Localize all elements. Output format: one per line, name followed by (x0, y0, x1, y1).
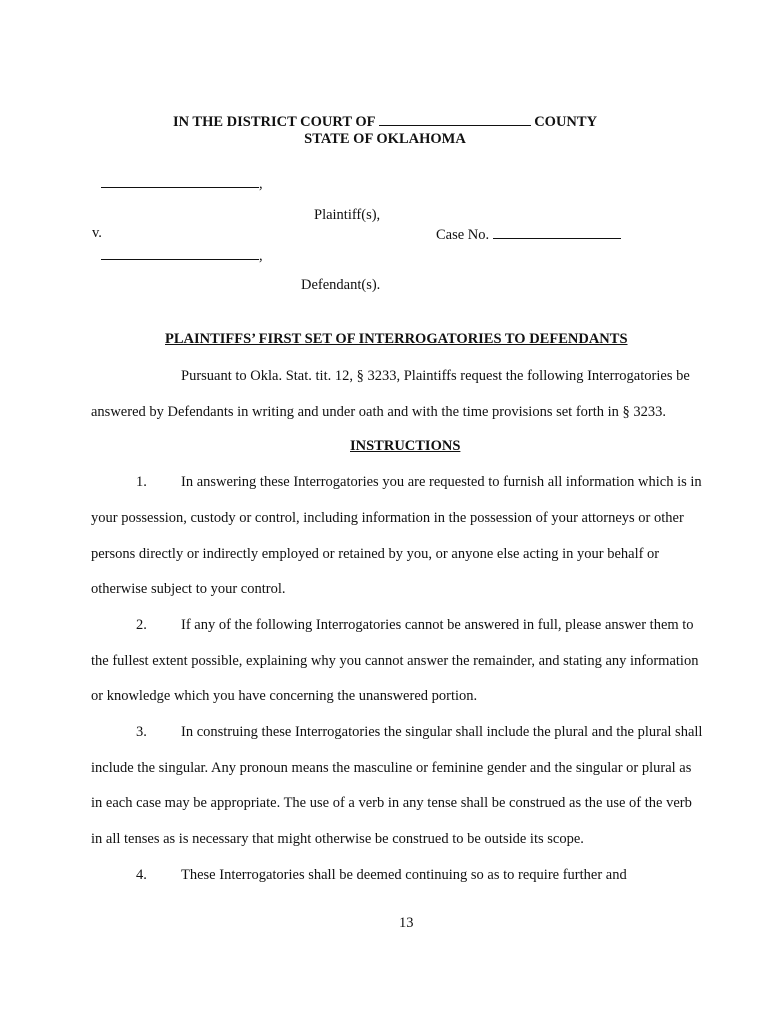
item-number: 2. (136, 617, 147, 633)
item-first-line: In construing these Interrogatories the singular shall include the plural and the plural shall (181, 724, 703, 740)
item-line: include the singular. Any pronoun means the masculine or feminine gender and the singular or plural as (91, 760, 692, 776)
plaintiff-blank (101, 173, 259, 188)
defendant-name-line (101, 245, 263, 265)
intro-line-2: answered by Defendants in writing and under oath and with the time provisions set forth in § 3233. (91, 404, 667, 420)
item-number: 4. (136, 867, 147, 883)
instructions-heading: INSTRUCTIONS (350, 438, 461, 454)
state-heading: STATE OF OKLAHOMA (304, 131, 466, 147)
defendant-label: Defendant(s). (301, 277, 381, 293)
page-number: 13 (399, 915, 414, 931)
case-no-label: Case No. (436, 227, 490, 243)
intro-line-1: Pursuant to Okla. Stat. tit. 12, § 3233, Plaintiffs request the following Interrogatories be (181, 368, 690, 384)
defendant-blank (101, 245, 259, 260)
item-line: otherwise subject to your control. (91, 581, 286, 597)
item-first-line: If any of the following Interrogatories cannot be answered in full, please answer them to (181, 617, 694, 633)
plaintiff-label: Plaintiff(s), (314, 207, 381, 223)
item-number: 3. (136, 724, 147, 740)
court-heading (0, 111, 770, 131)
item-line: or knowledge which you have concerning the unanswered portion. (91, 688, 478, 704)
item-first-line: In answering these Interrogatories you are requested to furnish all information which is in (181, 474, 702, 490)
item-line: in all tenses as is necessary that might otherwise be construed to be outside its scope. (91, 831, 584, 847)
court-prefix: IN THE DISTRICT COURT OF (172, 114, 375, 130)
plaintiff-name-line (101, 173, 263, 193)
document-title: PLAINTIFFS’ FIRST SET OF INTERROGATORIES TO DEFENDANTS (165, 331, 628, 347)
county-blank (379, 111, 531, 126)
item-line: persons directly or indirectly employed or retained by you, or anyone else acting in your behalf or (91, 546, 660, 562)
item-number: 1. (136, 474, 147, 490)
item-first-line: These Interrogatories shall be deemed continuing so as to require further and (181, 867, 627, 883)
plaintiff-comma: , (259, 176, 263, 192)
item-line: in each case may be appropriate. The use of a verb in any tense shall be construed as the use of the verb (91, 795, 692, 811)
item-line: your possession, custody or control, including information in the possession of your attorneys or other (91, 510, 684, 526)
versus-label: v. (92, 225, 102, 241)
item-line: the fullest extent possible, explaining why you cannot answer the remainder, and stating any information (91, 653, 699, 669)
court-suffix: COUNTY (534, 114, 598, 130)
defendant-comma: , (259, 248, 263, 264)
case-no-blank (493, 224, 621, 239)
case-number-line (436, 224, 621, 244)
